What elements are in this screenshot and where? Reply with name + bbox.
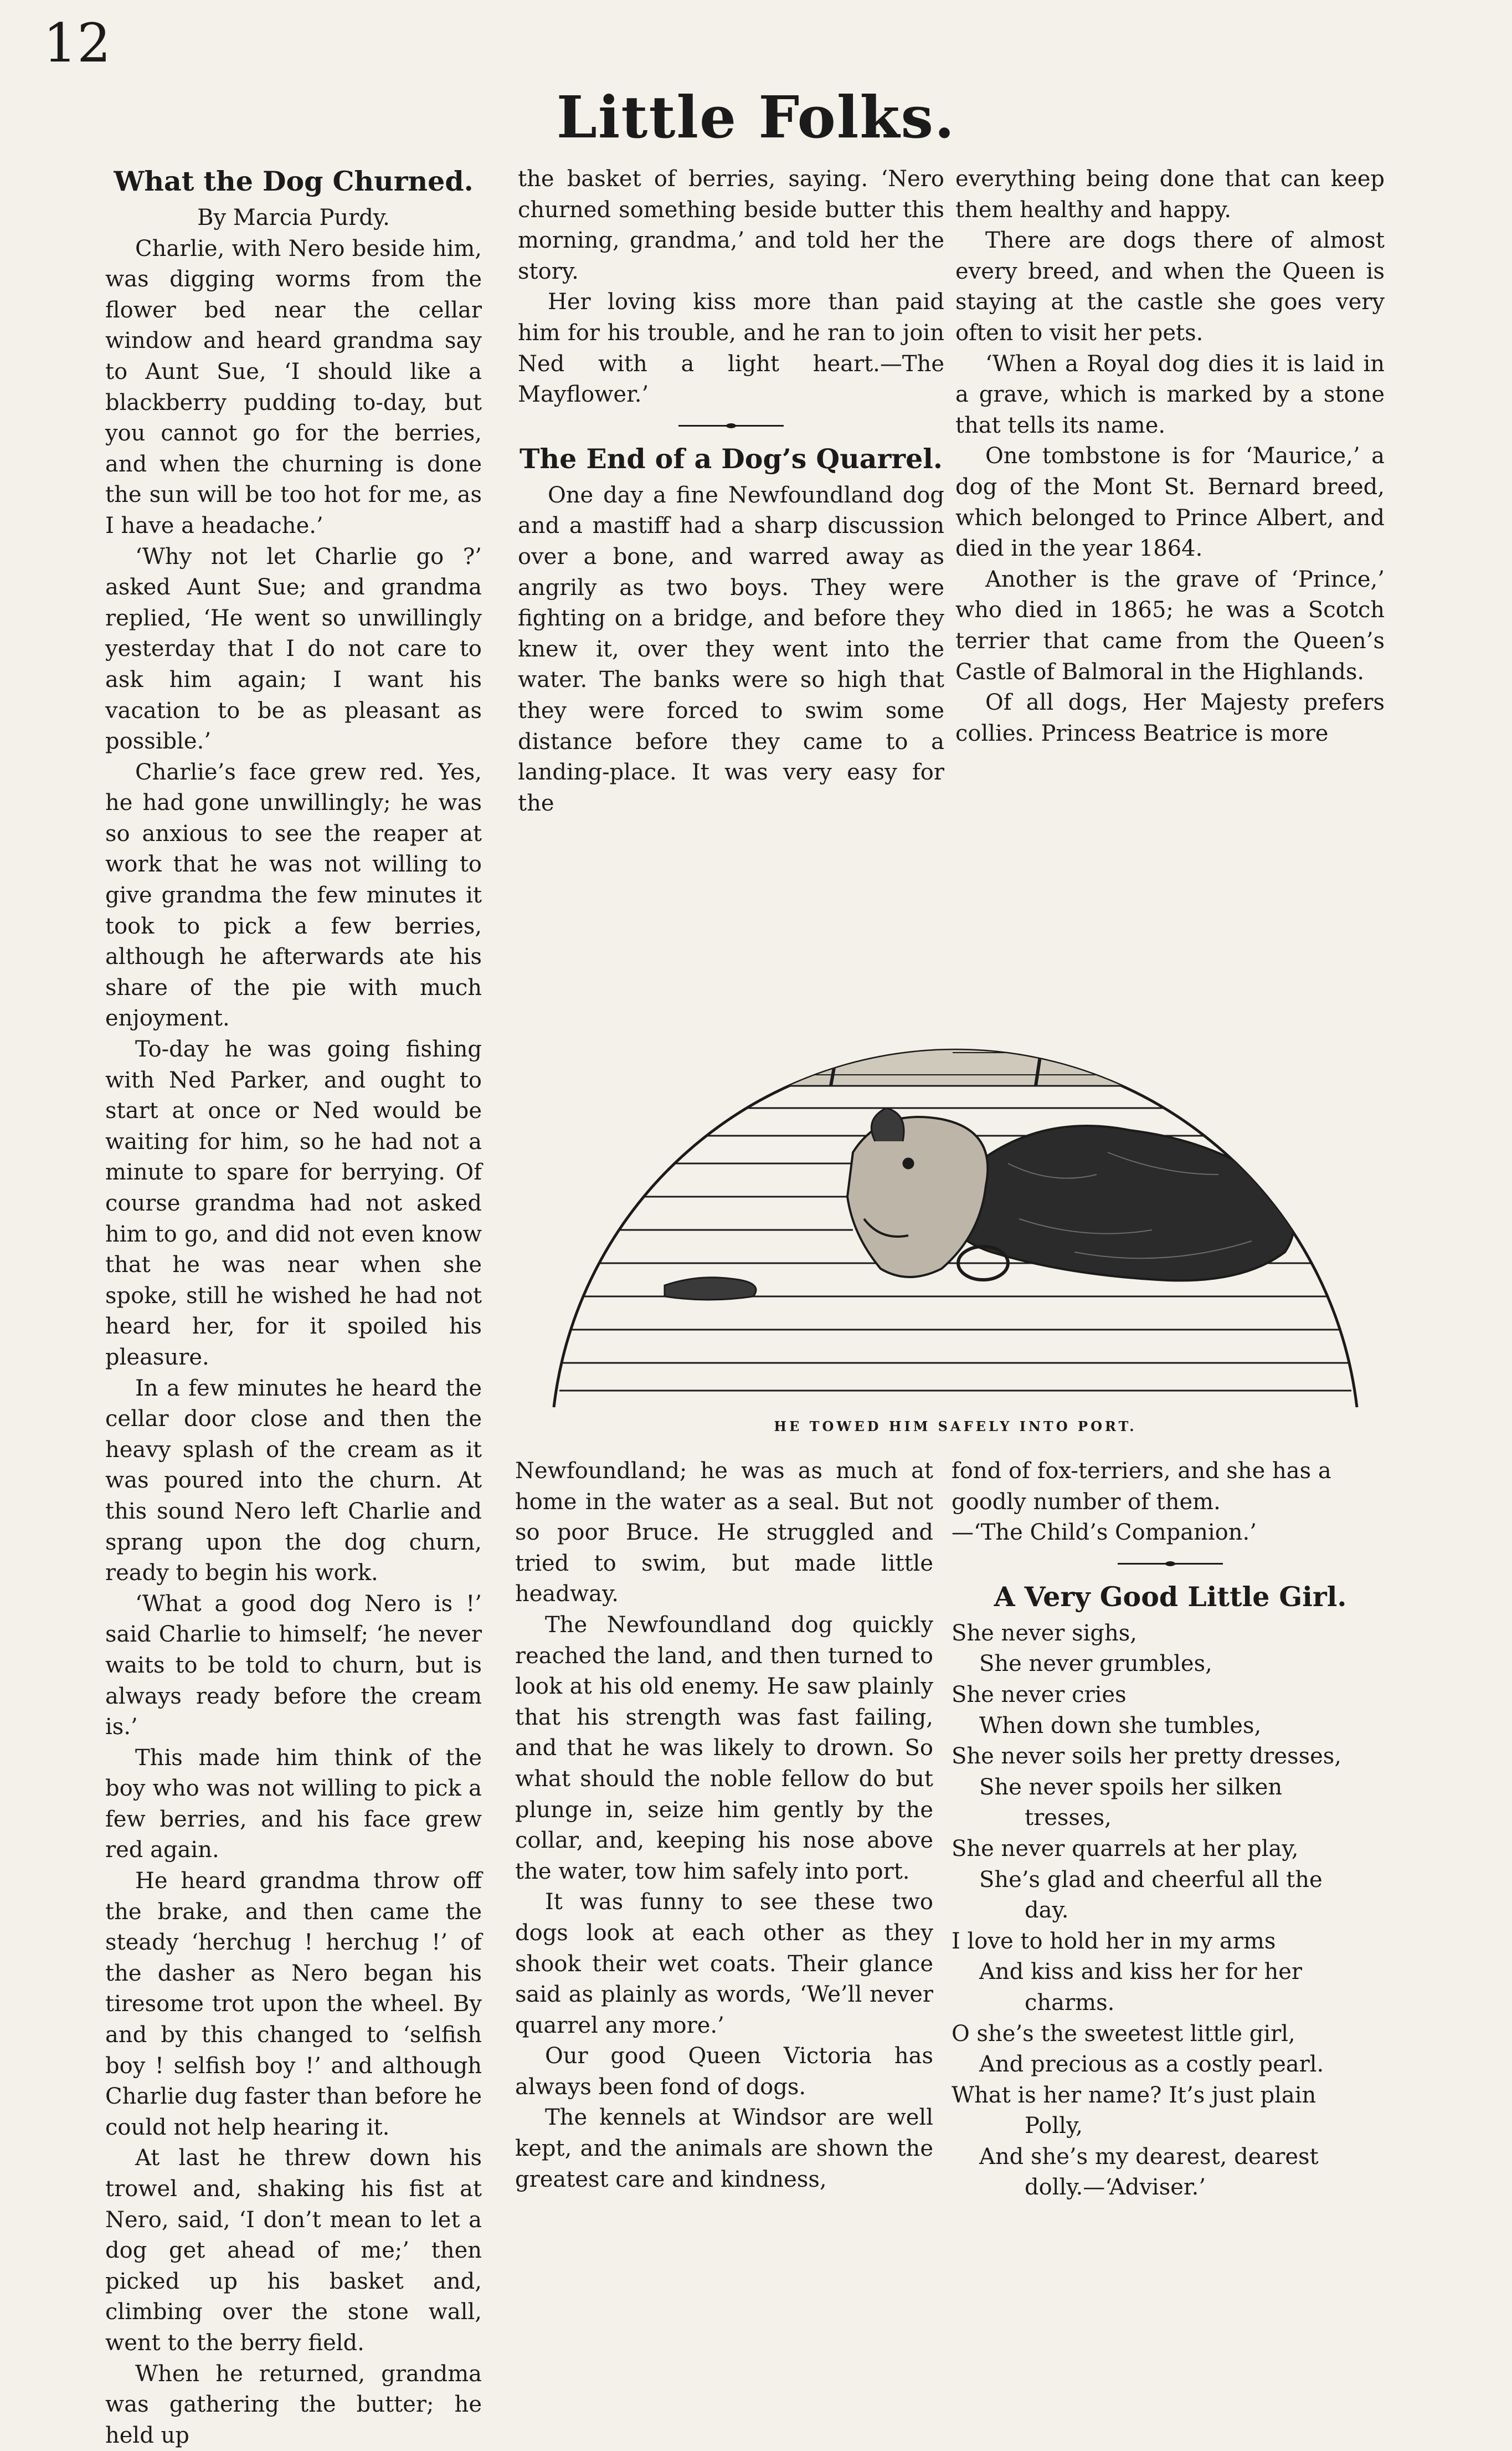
column-poem — [952, 1456, 1389, 2203]
paragraph: To-day he was going fishing with Ned Parker, and ought to start at once or Ned would be waiting for him, so he had not a minute to spare for berrying. Of course grandma had not asked him to go, and did not even know that he was near when she spoke, still he wished he had not heard her, for it spoiled his pleasure. — [105, 1037, 482, 1370]
paragraph: ‘When a Royal dog dies it is laid in a grave, which is marked by a stone that tells its name. — [955, 351, 1385, 438]
paragraph: Of all dogs, Her Majesty prefers collies. Princess Beatrice is more — [955, 690, 1385, 746]
paragraph: When he returned, grandma was gathering the butter; he held up — [105, 2361, 482, 2448]
poem-line: She’s glad and cheerful all the — [979, 1867, 1323, 1893]
paragraph: Another is the grave of ‘Prince,’ who died in 1865; he was a Scotch terrier that came from the Queen’s Castle of Balmoral in the Highlands. — [955, 566, 1385, 685]
dog-swimming-illustration — [521, 798, 1390, 1416]
poem-line: When down she tumbles, — [979, 1712, 1262, 1739]
paragraph: the basket of berries, saying. ‘Nero churned something beside butter this morning, grandma,’ and told her the story. — [518, 166, 944, 284]
poem-line: day. — [1025, 1898, 1069, 1924]
paragraph: everything being done that can keep them healthy and happy. — [955, 166, 1385, 223]
poem-line: She never grumbles, — [979, 1651, 1212, 1677]
column-dog-quarrel-top — [518, 164, 944, 819]
paragraph: He heard grandma throw off the brake, and then came the steady ‘herchug ! herchug !’ of the dasher as Nero began his tiresome trot upon the wheel. By and by this changed to ‘selfish boy ! selfish boy !’ and although Charlie dug faster than before he could not help hearing it. — [105, 1868, 482, 2140]
poem-line: She never spoils her silken — [979, 1774, 1283, 1800]
section-divider — [1118, 1561, 1223, 1566]
poem-line: She never cries — [952, 1681, 1127, 1708]
poem-lines — [952, 1618, 1389, 2203]
poem-line: What is her name? It’s just plain — [952, 2082, 1316, 2108]
paragraph: In a few minutes he heard the cellar door close and then the heavy splash of the cream as it was poured into the churn. At this sound Nero left Charlie and sprang upon the dog churn, ready to begin his work. — [105, 1375, 482, 1586]
paragraph: One day a fine Newfoundland dog and a mastiff had a sharp discussion over a bone, and warred away as angrily as two boys. They were fighting on a bridge, and before they knew it, over they went into the water. The banks were so high that they were forced to swim some distance before they came to a landing-place. It was very easy for the — [518, 482, 944, 816]
poem-line: She never sighs, — [952, 1620, 1138, 1646]
paragraph: Newfoundland; he was as much at home in the water as a seal. But not so poor Bruce. He struggled and tried to swim, but made little headway. — [515, 1458, 933, 1607]
poem-line: And kiss and kiss her for her — [979, 1959, 1303, 1985]
paragraph: Charlie, with Nero beside him, was digging worms from the flower bed near the cellar window and heard grandma say to Aunt Sue, ‘I should like a blackberry pudding to-day, but you cannot go for the berries, and when the churning is done the sun will be too hot for me, as I have a headache.’ — [105, 235, 482, 539]
paragraph: It was funny to see these two dogs look at each other as they shook their wet coats. Their glance said as plainly as words, ‘We’ll never quarrel any more.’ — [515, 1889, 933, 2038]
paragraph: The Newfoundland dog quickly reached the land, and then turned to look at his old enemy. He saw plainly that his strength was fast failing, and that he was likely to drown. So what should the noble fellow do but plunge in, seize him gently by the collar, and, keeping his nose above the water, tow him safely into port. — [515, 1612, 933, 1884]
poem-line: O she’s the sweetest little girl, — [952, 2021, 1295, 2047]
paragraph: ‘What a good dog Nero is !’ said Charlie to himself; ‘he never waits to be told to churn, but is always ready before the cream is.’ — [105, 1591, 482, 1740]
poem-line: dolly.—‘Adviser.’ — [1025, 2175, 1206, 2201]
poem-line: She never quarrels at her play, — [952, 1835, 1299, 1862]
illustration-caption: HE TOWED HIM SAFELY INTO PORT. — [774, 1418, 1137, 1434]
poem-line: She never soils her pretty dresses, — [952, 1744, 1342, 1770]
poem-line: I love to hold her in my arms — [952, 1928, 1276, 1954]
paragraph: Charlie’s face grew red. Yes, he had gone unwillingly; he was so anxious to see the reaper at work that he was not willing to give grandma the few minutes it took to pick a few berries, although he afterwards ate his share of the pie with much enjoyment. — [105, 759, 482, 1032]
poem-line: And precious as a costly pearl. — [979, 2052, 1324, 2078]
paragraph: There are dogs there of almost every breed, and when the Queen is staying at the castle she goes very often to visit her pets. — [955, 228, 1385, 346]
paragraph: This made him think of the boy who was not willing to pick a few berries, and his face grew red again. — [105, 1745, 482, 1863]
article-byline: By Marcia Purdy. — [197, 205, 390, 230]
paragraph: The kennels at Windsor are well kept, and the animals are shown the greatest care and kindness, — [515, 2105, 933, 2192]
page-number: 12 — [43, 12, 111, 74]
paragraph: One tombstone is for ‘Maurice,’ a dog of the Mont St. Bernard breed, which belonged to Prince Albert, and died in the year 1864. — [955, 443, 1385, 562]
poem-line: And she’s my dearest, dearest — [979, 2144, 1319, 2170]
poem-line: tresses, — [1025, 1805, 1112, 1831]
poem-title: A Very Good Little Girl. — [994, 1580, 1347, 1613]
paragraph: At last he threw down his trowel and, shaking his fist at Nero, said, ‘I don’t mean to let a dog get ahead of me;’ then picked up his basket and, climbing over the stone wall, went to the berry field. — [105, 2145, 482, 2356]
column-dog-quarrel-continued — [515, 1456, 933, 2195]
paragraph: fond of fox-terriers, and she has a goodly number of them. — [952, 1458, 1331, 1515]
article-title: What the Dog Churned. — [114, 165, 474, 197]
column-what-the-dog-churned — [105, 164, 482, 2451]
section-divider — [678, 423, 784, 428]
paragraph: Her loving kiss more than paid him for his trouble, and he ran to join Ned with a light heart.—The Mayflower.’ — [518, 289, 944, 408]
paragraph: Our good Queen Victoria has always been fond of dogs. — [515, 2043, 933, 2100]
article-attribution: —‘The Child’s Companion.’ — [952, 1520, 1257, 1546]
poem-line: Polly, — [1025, 2113, 1083, 2139]
masthead-title: Little Folks. — [556, 83, 956, 151]
paragraph: ‘Why not let Charlie go ?’ asked Aunt Sue; and grandma replied, ‘He went so unwillingly yesterday that I do not care to ask him again; I want his vacation to be as pleasant as possible.’ — [105, 543, 482, 755]
column-royal-dogs — [955, 164, 1385, 749]
poem-line: charms. — [1025, 1989, 1115, 2016]
article-title: The End of a Dog’s Quarrel. — [520, 442, 943, 475]
